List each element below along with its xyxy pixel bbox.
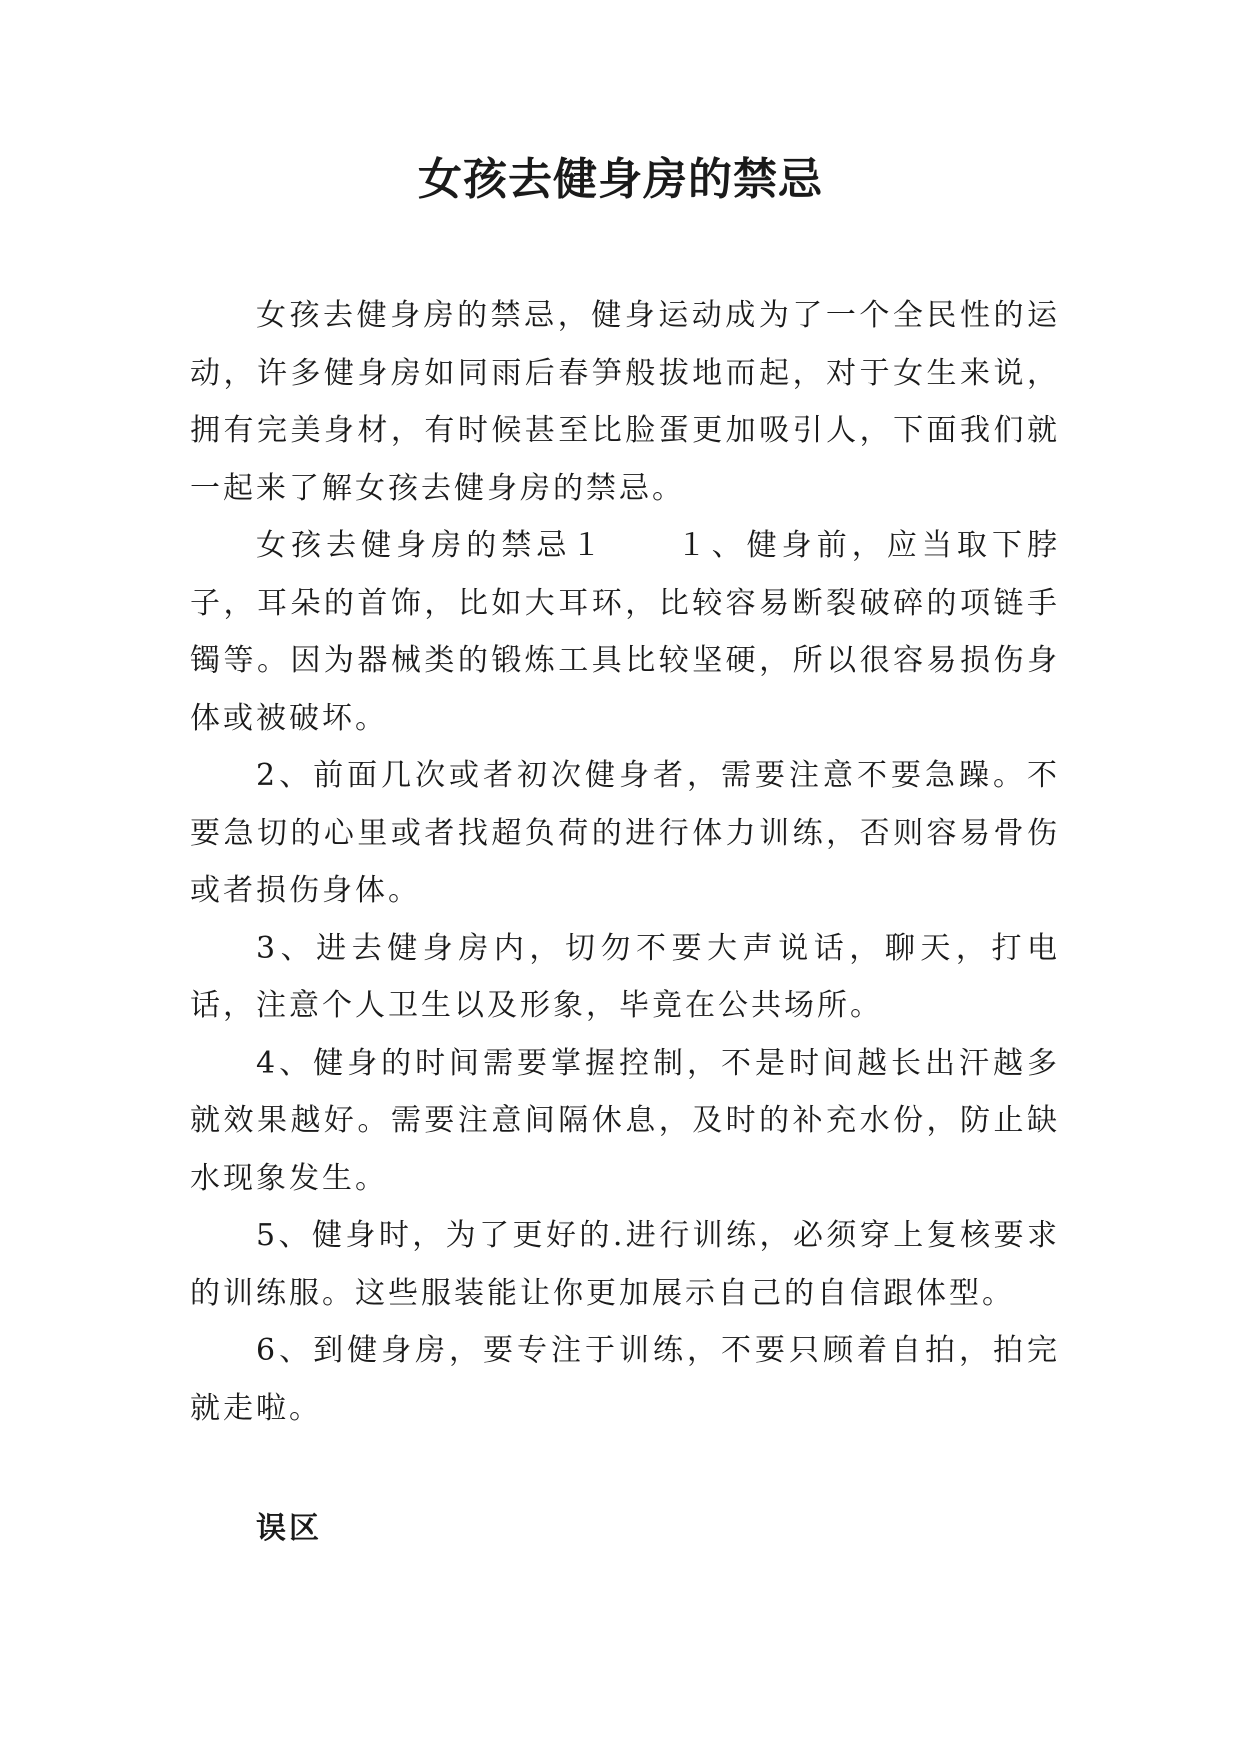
section-heading-misconceptions: 误区 <box>256 1511 322 1546</box>
document-title: 女孩去健身房的禁忌 <box>418 154 823 205</box>
paragraph-intro: 女孩去健身房的禁忌，健身运动成为了一个全民性的运动，许多健身房如同雨后春笋般拔地而起，对于女生来说，拥有完美身材，有时候甚至比脸蛋更加吸引人，下面我们就一起来了解女孩去健身房的禁忌。 <box>190 298 1060 506</box>
paragraph-tip-3: 3、进去健身房内，切勿不要大声说话，聊天，打电话，注意个人卫生以及形象，毕竟在公共场所。 <box>190 930 1060 1023</box>
paragraph-tip-6: 6、到健身房，要专注于训练，不要只顾着自拍，拍完就走啦。 <box>190 1333 1060 1426</box>
paragraph-tip-1: 女孩去健身房的禁忌１ １、健身前，应当取下脖子，耳朵的首饰，比如大耳环，比较容易断裂破碎的项链手镯等。因为器械类的锻炼工具比较坚硬，所以很容易损伤身体或被破坏。 <box>190 528 1060 736</box>
paragraph-tip-4: 4、健身的时间需要掌握控制，不是时间越长出汗越多就效果越好。需要注意间隔休息，及时的补充水份，防止缺水现象发生。 <box>190 1045 1060 1196</box>
paragraph-tip-5: 5、健身时，为了更好的.进行训练，必须穿上复核要求的训练服。这些服装能让你更加展示自己的自信跟体型。 <box>190 1218 1060 1311</box>
document-body <box>190 287 1060 1437</box>
paragraph-tip-2: 2、前面几次或者初次健身者，需要注意不要急躁。不要急切的心里或者找超负荷的进行体力训练，否则容易骨伤或者损伤身体。 <box>190 758 1060 908</box>
